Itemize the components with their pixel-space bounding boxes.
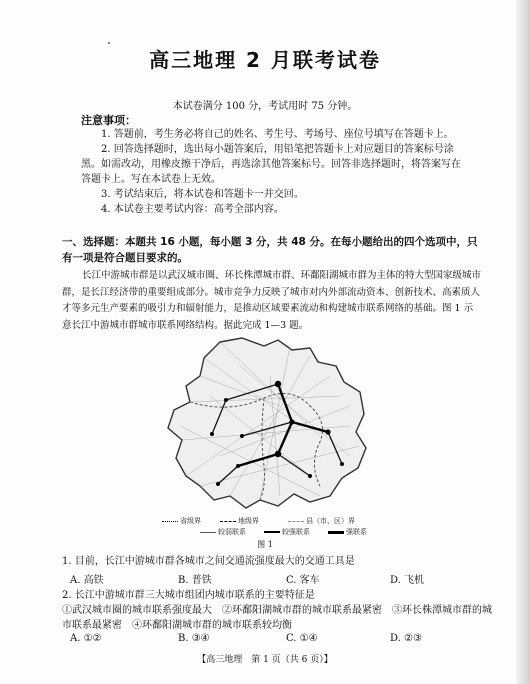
option-c: C. ①④ <box>286 633 318 644</box>
legend-label: 较弱联系 <box>218 528 246 536</box>
option-b: B. 普铁 <box>178 575 212 586</box>
option-a: A. 高铁 <box>70 575 104 586</box>
exam-info: 本试卷满分 100 分，考试用时 75 分钟。 <box>172 101 358 112</box>
map-legend <box>160 516 420 538</box>
map-graphic <box>160 336 370 511</box>
legend-label: 省级界 <box>180 517 201 525</box>
page-footer: 【高三地理 第 1 页（共 6 页）】 <box>197 655 333 665</box>
option-a: A. ①② <box>70 633 102 644</box>
legend-label: 较强联系 <box>282 528 310 536</box>
region-outline <box>168 338 366 508</box>
legend-county <box>288 516 355 526</box>
option-d: D. ②③ <box>390 633 422 644</box>
question-1-options <box>70 571 490 585</box>
notice-list <box>81 127 461 217</box>
section-heading: 一、选择题：本题共 16 小题，每小题 3 分，共 48 分。在每小题给出的四个选项中，只有一项是符合题目要求的。 <box>62 236 478 264</box>
legend-city <box>220 516 259 526</box>
notice-item: 2. 回答选择题时，选出每小题答案后，用铅笔把答题卡上对应题目的答案标号涂黑。如需改动，用橡皮擦干净后，再选涂其他答案标号。回答非选择题时，将答案写在答题卡上。写在本试卷上无效。 <box>81 144 461 185</box>
legend-weak <box>200 527 246 537</box>
question-2-options <box>70 633 490 647</box>
city-network-map <box>160 336 370 511</box>
notice-item: 3. 考试结束后，将本试卷和答题卡一并交回。 <box>101 189 304 200</box>
notice-item: 4. 本试卷主要考试内容：高考全部内容。 <box>101 204 284 215</box>
legend-medium <box>264 527 310 537</box>
notice-item: 1. 答题前，考生务必将自己的姓名、考生号、考场号、座位号填写在答题卡上。 <box>101 129 454 140</box>
reading-passage <box>62 268 482 334</box>
legend-label: 县（市、区）界 <box>306 517 355 525</box>
option-c: C. 客车 <box>286 575 320 586</box>
question-stem: 2. 长江中游城市群三大城市组团内城市联系的主要特征是 <box>62 590 315 601</box>
question-stem: 1. 目前，长江中游城市群各城市之间交通流强度最大的交通工具是 <box>62 556 355 567</box>
legend-label: 强联系 <box>346 528 367 536</box>
notice-heading: 注意事项： <box>81 114 136 127</box>
question-2 <box>62 588 492 633</box>
figure-caption: 图 1 <box>257 540 273 549</box>
question-statements: ①武汉城市圈的城市联系强度最大 ②环鄱阳湖城市群的城市联系最紧密 ③环长株潭城市群的城市联系最紧密 ④环鄱阳湖城市群的城市联系较均衡 <box>62 605 492 631</box>
question-1 <box>62 554 492 569</box>
legend-province <box>162 516 201 526</box>
page-title: 高三地理 2 月联考试卷 <box>149 48 381 72</box>
legend-label: 地级界 <box>238 517 259 525</box>
option-b: B. ③④ <box>178 633 210 644</box>
option-d: D. 飞机 <box>390 575 425 586</box>
legend-strong <box>328 527 367 537</box>
passage-text: 长江中游城市群是以武汉城市圈、环长株潭城市群、环鄱阳湖城市群为主体的特大型国家级城市群，是长江经济带的重要组成部分。城市竞争力反映了城市对内外部流动资本、创新技术、高素质人才等多元生产要素的吸引力和辐射能力，是推动区域要素流动和构建城市联系网络的基础。图 1 示意长江中游城市群城市联系网络结构。据此完成 1—3 题。 <box>62 270 482 331</box>
